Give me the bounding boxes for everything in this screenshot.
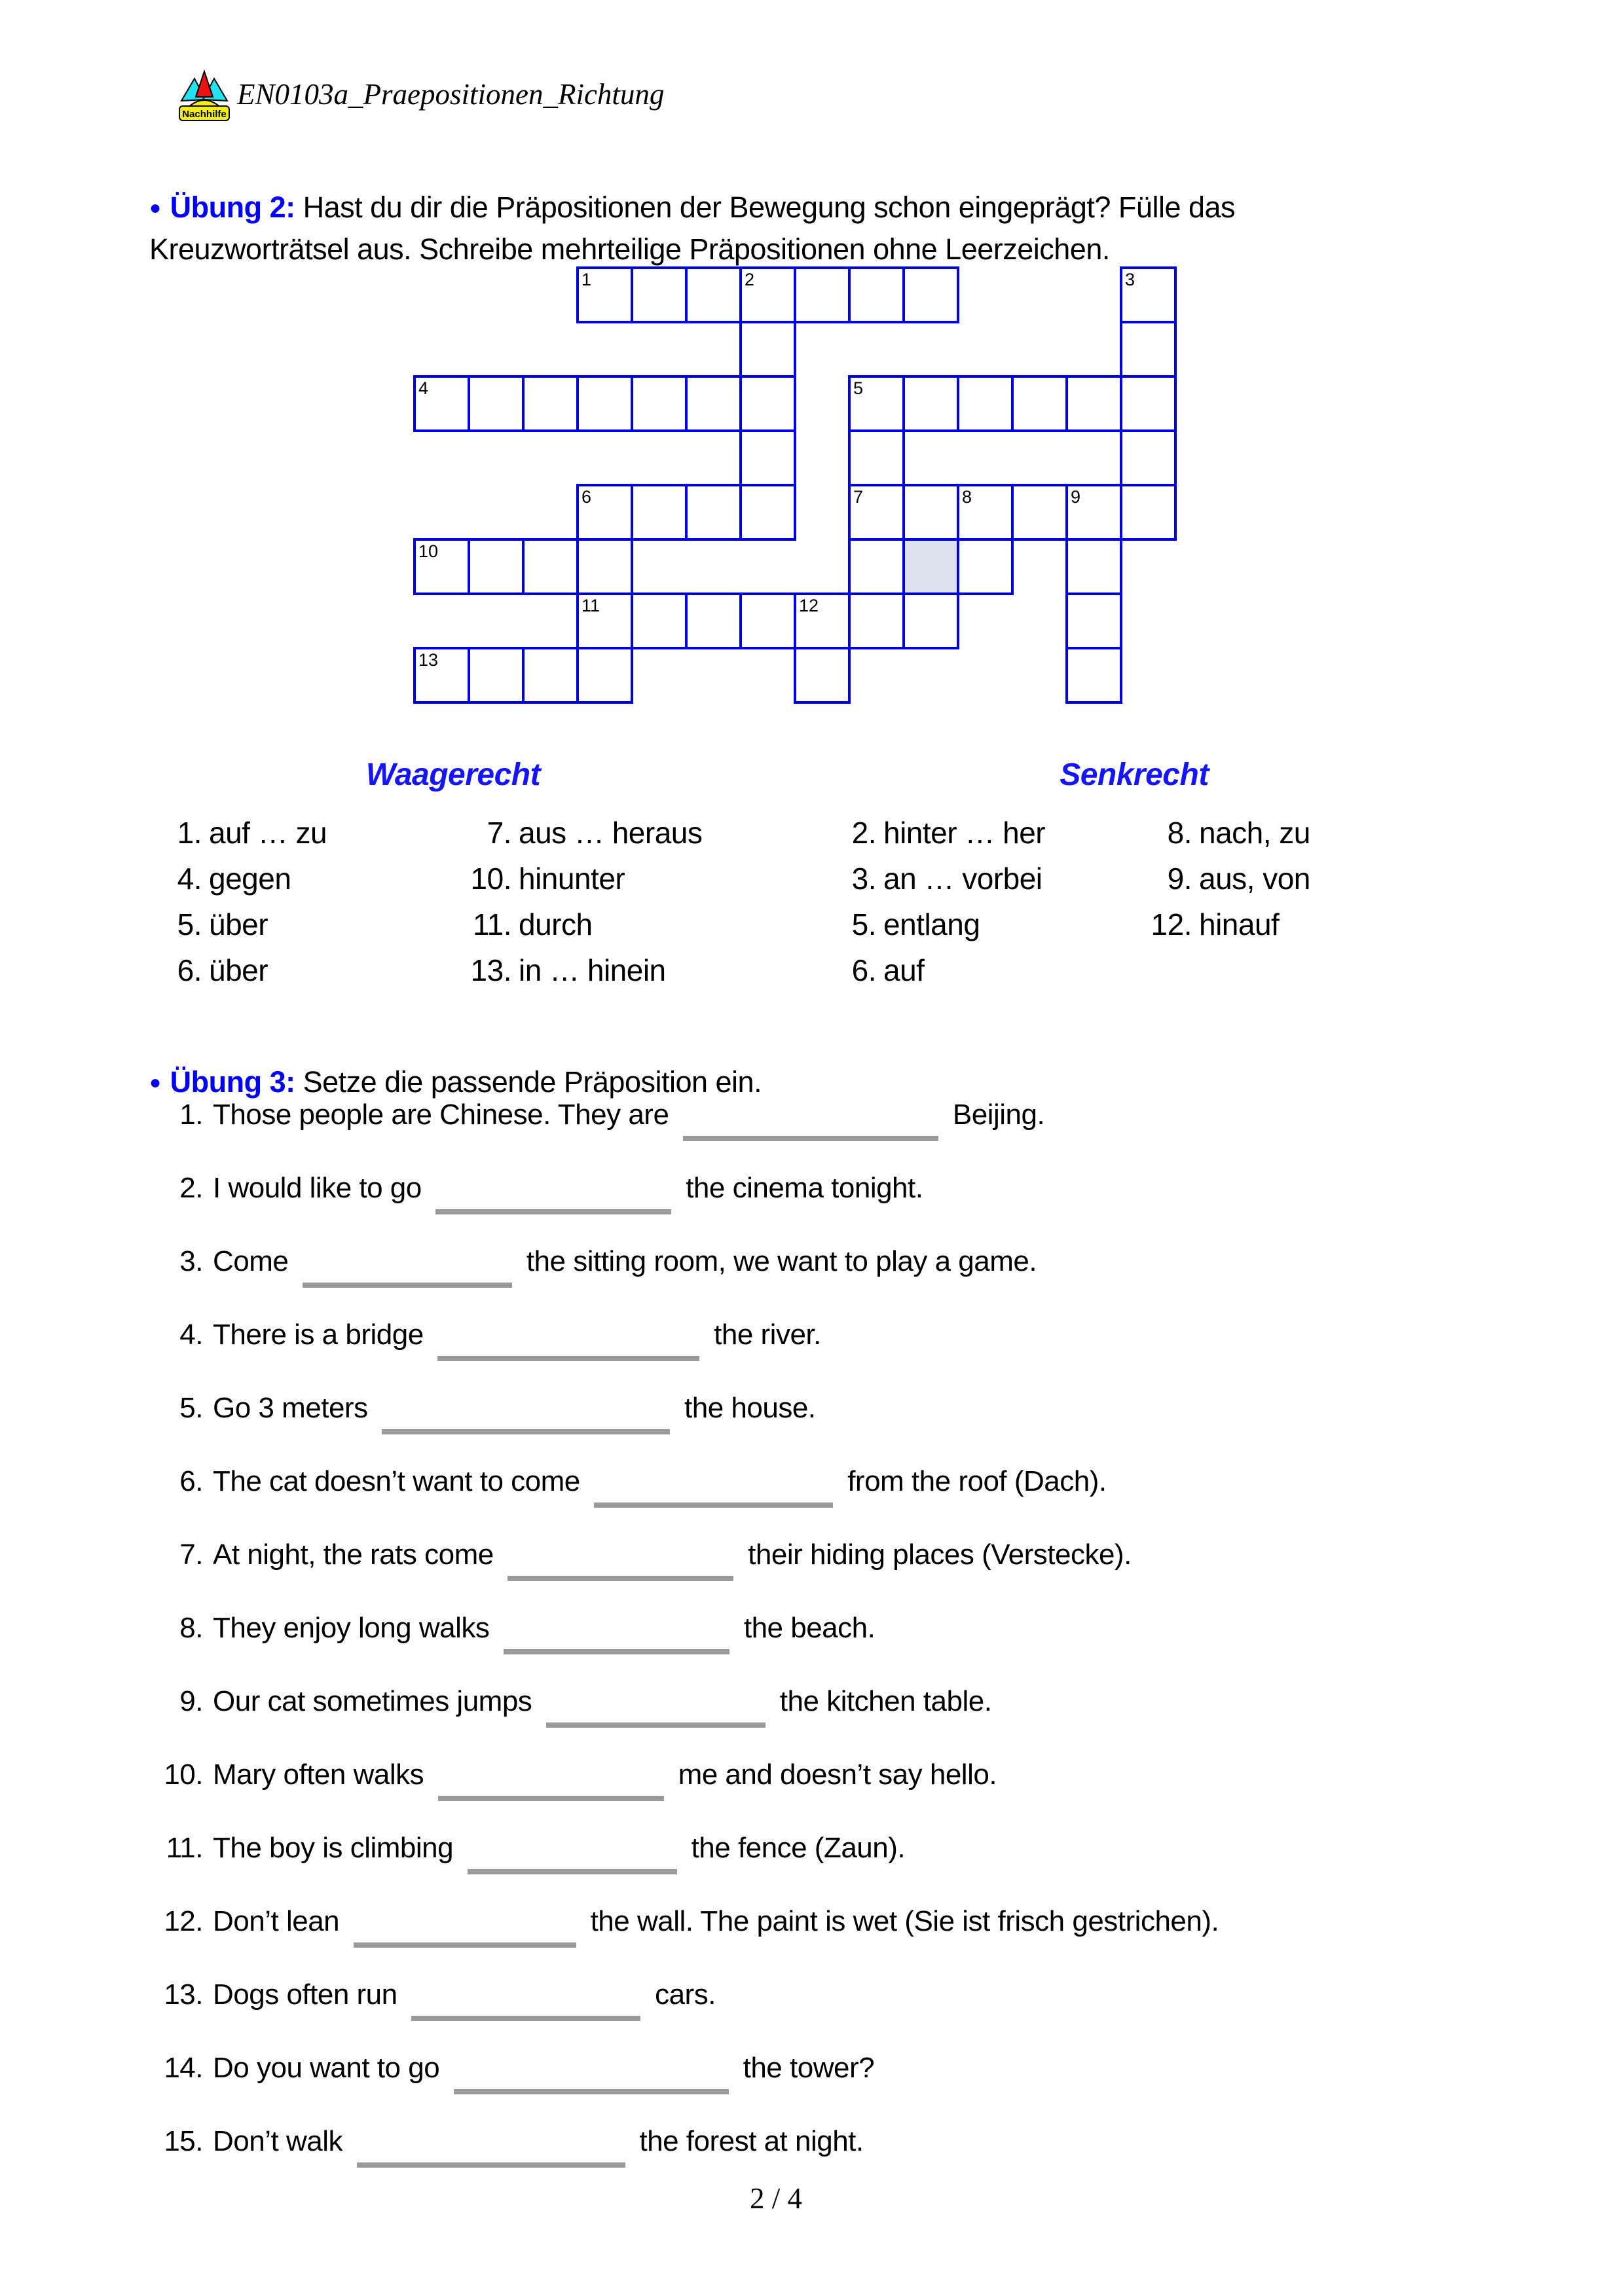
crossword-cell[interactable] [794,266,851,323]
sentence-number: 14. [164,2052,203,2084]
sentence-text: Those people are Chinese. They are Beijing. [213,1097,1544,1141]
clue-item [817,815,1045,850]
crossword-cell[interactable] [522,538,579,595]
clue-text: in … hinein [519,953,666,987]
clue-number: 6. [177,953,202,987]
crossword-cell[interactable] [1011,375,1068,432]
crossword-cell[interactable] [685,266,742,323]
crossword-number: 9 [1071,487,1081,507]
clue-item [149,907,327,942]
sentence-number: 12. [164,1905,203,1937]
clue-number: 5. [851,907,876,941]
crossword-number: 7 [853,487,864,507]
crossword-cell[interactable] [1120,321,1177,378]
clue-text: auf … zu [209,816,327,850]
clue-number: 1. [177,816,202,850]
crossword-number: 4 [418,378,429,398]
sentence-text: The boy is climbing the fence (Zaun). [213,1831,1544,1874]
sentence-number: 8. [179,1612,203,1644]
crossword-cell[interactable] [957,375,1014,432]
crossword-number: 12 [799,596,819,615]
sentence-number: 15. [164,2125,203,2157]
sentence-item [149,2124,1544,2168]
crossword-cell[interactable] [576,647,633,704]
sentence-text: The cat doesn’t want to come from the roof (Dach). [213,1464,1544,1508]
crossword-number: 11 [581,596,600,615]
crossword-cell[interactable] [1120,429,1177,486]
answer-blank[interactable] [507,1552,733,1581]
clue-text: hinauf [1199,907,1280,941]
answer-blank[interactable] [438,1772,664,1801]
across-clues-col2 [452,815,702,998]
sentence-text: Dogs often run cars. [213,1977,1544,2021]
answer-blank[interactable] [357,2139,625,2168]
clue-number: 5. [177,907,202,941]
crossword-cell[interactable] [631,484,688,541]
clue-item [452,861,702,896]
crossword-cell[interactable] [631,375,688,432]
crossword-number: 5 [853,378,864,398]
crossword-cell[interactable] [576,375,633,432]
crossword-cell[interactable] [957,538,1014,595]
clue-text: über [209,907,268,941]
crossword-cell[interactable] [739,592,796,649]
sentence-text: Go 3 meters the house. [213,1391,1544,1434]
sentence-item [149,1097,1544,1141]
nachhilfe-logo [178,68,231,126]
answer-blank[interactable] [454,2066,729,2094]
down-clues-col1 [817,815,1045,998]
crossword-cell[interactable] [848,429,905,486]
document-title: EN0103a_Praepositionen_Richtung [237,78,665,111]
answer-blank[interactable] [546,1699,766,1728]
clue-text: auf [883,953,925,987]
clue-item [817,861,1045,896]
answer-blank[interactable] [683,1112,938,1141]
clue-text: hinunter [519,862,625,896]
sentence-text: I would like to go the cinema tonight. [213,1171,1544,1214]
crossword-grid [413,266,1179,706]
crossword-cell[interactable] [1120,484,1177,541]
exercise2-instruction: Hast du dir die Präpositionen der Bewegung schon eingeprägt? Fülle das Kreuzworträtsel aus. Schreibe mehrteilige Präpositionen ohne Leerzeichen. [149,191,1236,266]
crossword-cell[interactable] [739,321,796,378]
crossword-cell[interactable] [902,266,959,323]
exercise2-label: Übung 2: [170,191,295,224]
clue-item [1132,907,1310,942]
across-title: Waagerecht [365,757,541,792]
crossword-cell[interactable] [1065,592,1122,649]
crossword-cell[interactable] [1065,375,1122,432]
sentence-item [149,1684,1544,1728]
clue-number: 2. [851,816,876,850]
crossword-cell[interactable] [685,375,742,432]
sentence-text: Come the sitting room, we want to play a game. [213,1244,1544,1288]
sentence-text: Don’t walk the forest at night. [213,2124,1544,2168]
sentence-number: 7. [179,1539,203,1571]
crossword-number: 6 [581,487,592,507]
sentence-item [149,1391,1544,1434]
sentence-item [149,1757,1544,1801]
sentence-number: 13. [164,1978,203,2011]
answer-blank[interactable] [411,1992,640,2021]
crossword-cell[interactable] [902,538,959,595]
crossword-cell[interactable] [468,538,525,595]
crossword-cell[interactable] [685,484,742,541]
sentence-item [149,1831,1544,1874]
clue-text: aus … heraus [519,816,703,850]
sentence-number: 1. [179,1099,203,1131]
exercise3-instruction: Setze die passende Präposition ein. [303,1065,762,1099]
sentence-item [149,1171,1544,1214]
crossword-cell[interactable] [522,375,579,432]
crossword-cell[interactable] [848,538,905,595]
crossword-cell[interactable] [848,266,905,323]
clue-item [149,953,327,988]
clue-text: entlang [883,907,980,941]
crossword-number: 13 [418,650,439,670]
sentence-number: 11. [166,1832,203,1864]
bullet-icon: ● [149,1072,161,1093]
crossword-cell[interactable] [1011,484,1068,541]
clue-item [452,815,702,850]
exercise3-label: Übung 3: [170,1065,295,1099]
crossword-number: 3 [1125,270,1135,289]
clue-number: 9. [1167,862,1192,896]
clue-item [149,815,327,850]
clue-number: 12. [1151,907,1192,941]
sentence-item [149,1464,1544,1508]
crossword-number: 1 [581,270,592,289]
clue-text: aus, von [1199,862,1310,896]
logo-text: Nachhilfe [182,109,227,120]
clue-item [817,907,1045,942]
sentence-number: 4. [179,1319,203,1351]
clue-text: hinter … her [883,816,1046,850]
sentence-number: 5. [179,1392,203,1424]
exercise3-items [149,1097,1544,2197]
crossword-cell[interactable] [1065,538,1122,595]
answer-blank[interactable] [354,1919,576,1948]
page-number: 2 / 4 [749,2182,802,2215]
clue-number: 13. [470,953,511,987]
answer-blank[interactable] [594,1479,833,1508]
exercise3-heading [149,1063,1524,1102]
sentence-text: They enjoy long walks the beach. [213,1611,1544,1654]
crossword-cell[interactable] [685,592,742,649]
answer-blank[interactable] [435,1186,671,1214]
sentence-item [149,1611,1544,1654]
sentence-text: Do you want to go the tower? [213,2050,1544,2094]
crossword-cell[interactable] [794,647,851,704]
clue-text: durch [519,907,593,941]
sentence-item [149,1317,1544,1361]
crossword-cell[interactable] [631,592,688,649]
crossword-cell[interactable] [468,375,525,432]
crossword-cell[interactable] [468,647,525,704]
clue-item [1132,815,1310,850]
clue-number: 7. [487,816,511,850]
answer-blank[interactable] [504,1626,729,1654]
clue-item [149,861,327,896]
clue-text: nach, zu [1199,816,1310,850]
clue-text: gegen [209,862,291,896]
clue-number: 8. [1167,816,1192,850]
sentence-item [149,1904,1544,1948]
clue-number: 11. [472,907,511,941]
mountain-center-icon [196,71,213,97]
answer-blank[interactable] [468,1846,677,1874]
crossword-number: 2 [745,270,755,289]
sentence-number: 10. [164,1758,203,1791]
clue-item [452,907,702,942]
sentence-text: Mary often walks me and doesn’t say hello. [213,1757,1544,1801]
down-clues-col2 [1132,815,1310,953]
crossword-cell[interactable] [902,484,959,541]
clue-item [1132,861,1310,896]
bullet-icon: ● [149,197,161,219]
clue-item [817,953,1045,988]
exercise2-heading [149,187,1433,270]
sentence-item [149,1537,1544,1581]
sentence-number: 6. [179,1465,203,1497]
answer-blank[interactable] [382,1406,670,1434]
clue-item [452,953,702,988]
sentence-number: 9. [179,1685,203,1717]
crossword-cell[interactable] [631,266,688,323]
clue-number: 6. [851,953,876,987]
crossword-cell[interactable] [739,484,796,541]
crossword-cell[interactable] [739,429,796,486]
sentence-text: Our cat sometimes jumps the kitchen table. [213,1684,1544,1728]
crossword-number: 10 [418,541,439,561]
crossword-cell[interactable] [576,538,633,595]
crossword-cell[interactable] [1120,375,1177,432]
sentence-text: There is a bridge the river. [213,1317,1544,1361]
clue-number: 4. [177,862,202,896]
crossword-cell[interactable] [739,375,796,432]
crossword-cell[interactable] [1065,647,1122,704]
clue-number: 10. [470,862,511,896]
sentence-text: Don’t lean the wall. The paint is wet (Sie ist frisch gestrichen). [213,1904,1544,1948]
crossword-number: 8 [962,487,972,507]
crossword-cell[interactable] [522,647,579,704]
clue-text: an … vorbei [883,862,1043,896]
crossword-cell[interactable] [902,592,959,649]
clue-number: 3. [851,862,876,896]
crossword-cell[interactable] [902,375,959,432]
answer-blank[interactable] [303,1259,512,1288]
sentence-item [149,2050,1544,2094]
sentence-number: 2. [179,1172,203,1204]
sentence-item [149,1244,1544,1288]
sentence-number: 3. [179,1245,203,1277]
answer-blank[interactable] [437,1332,699,1361]
crossword-cell[interactable] [848,592,905,649]
clue-text: über [209,953,268,987]
sentence-item [149,1977,1544,2021]
down-title: Senkrecht [1060,757,1209,792]
sentence-text: At night, the rats come their hiding places (Verstecke). [213,1537,1544,1581]
across-clues-col1 [149,815,327,998]
